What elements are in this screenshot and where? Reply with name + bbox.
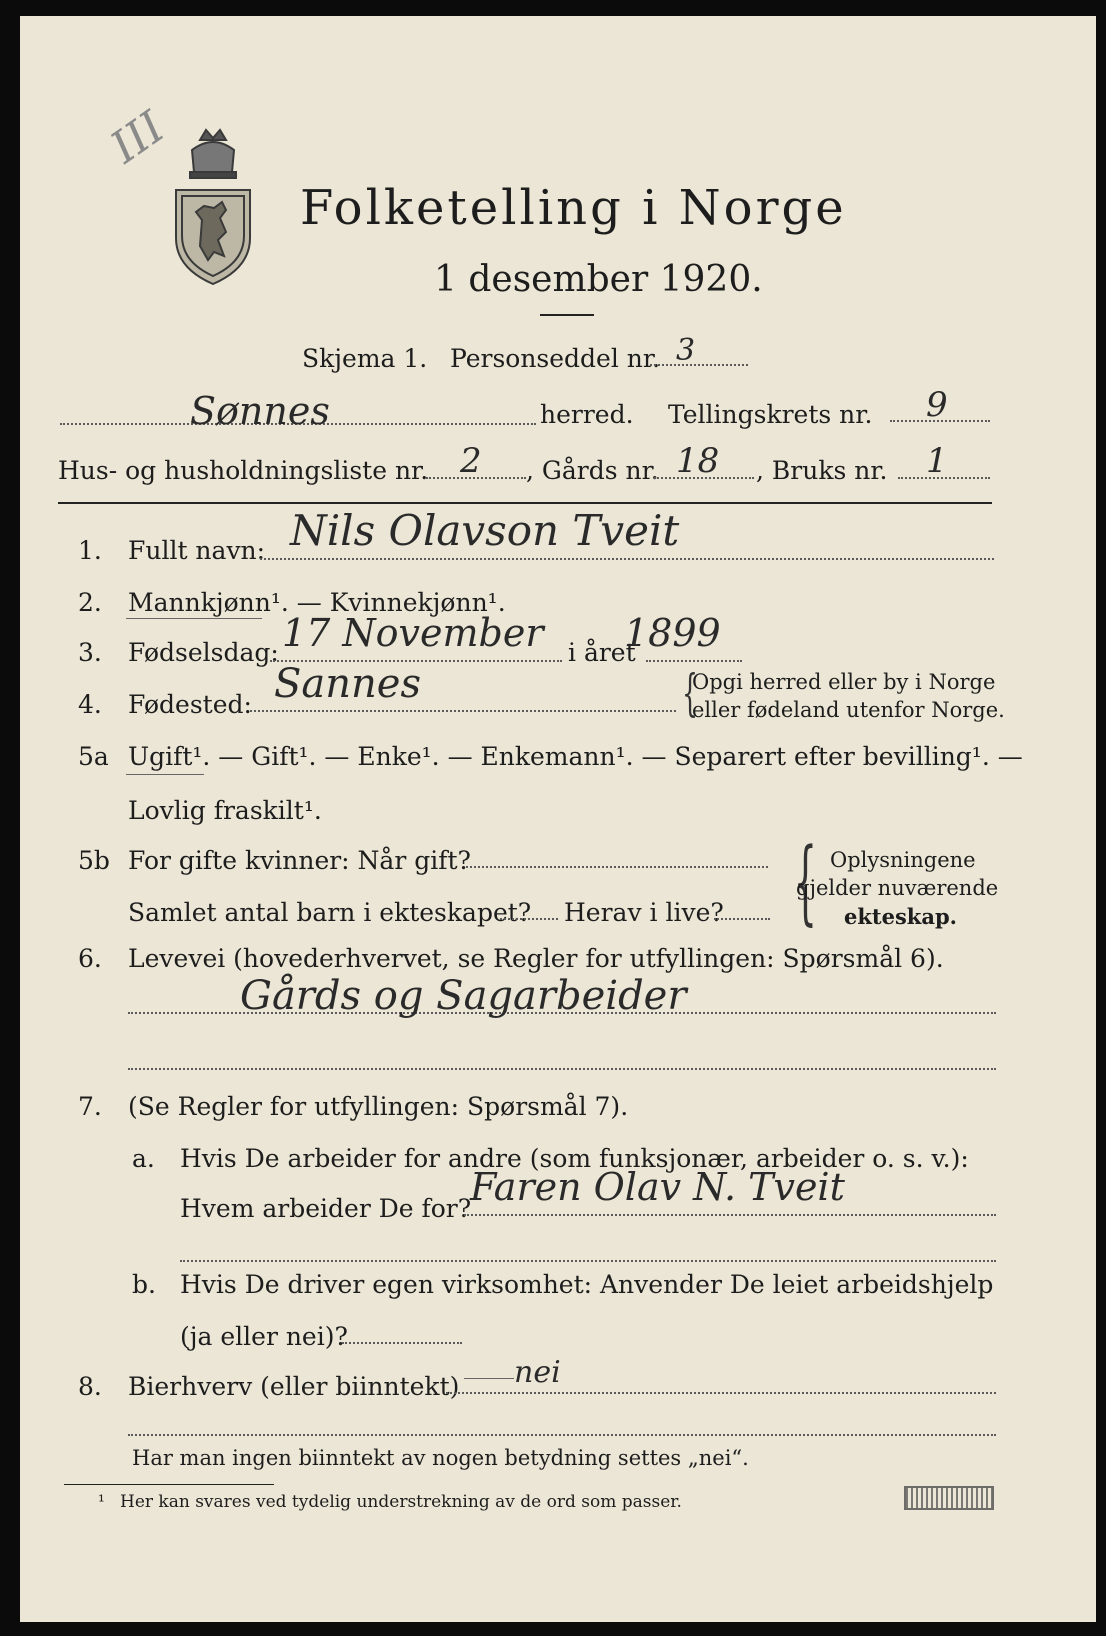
gards-value[interactable]: 18 [676,441,720,481]
q1-value[interactable]: Nils Olavson Tveit [290,506,680,555]
q3-label: Fødselsdag: [128,638,279,667]
q8-label: Bierhverv (eller biinntekt) [128,1372,460,1401]
bruks-value[interactable]: 1 [926,441,948,481]
footnote-divider [64,1484,274,1485]
footer-note: Har man ingen biinntekt av nogen betydning settes „nei“. [132,1446,749,1470]
q6-line2 [128,1068,996,1070]
coat-of-arms-icon [170,128,256,288]
page-title: Folketelling i Norge [300,180,847,236]
personseddel-line [650,364,748,366]
q5b-note-line2: gjelder nuværende [796,876,999,900]
q7b-line [342,1342,462,1344]
q4-label: Fødested: [128,690,252,719]
q5b-nar-gift-line [466,866,768,868]
tellingskrets-label: Tellingskrets nr. [668,400,873,429]
q4-note-line2: eller fødeland utenfor Norge. [692,698,1005,722]
q5b-line1: For gifte kvinner: Når gift? [128,846,471,875]
q7-number: 7. [78,1092,102,1121]
hus-value[interactable]: 2 [460,441,482,481]
q7a-line1: Hvis De arbeider for andre (som funksjonær, arbeider o. s. v.): [180,1144,969,1173]
q3-number: 3. [78,638,102,667]
q7b-letter: b. [132,1270,156,1299]
printer-stamp [904,1486,994,1510]
gards-label: , Gårds nr. [526,456,659,485]
q4-value[interactable]: Sannes [274,661,421,707]
q8-line [446,1392,996,1394]
q4-line [250,710,676,712]
q5b-brace: { [793,828,817,935]
q7a-line2-extra [180,1260,996,1262]
skjema-label: Skjema 1. [302,344,428,373]
q5b-live-line [714,918,770,920]
bruks-label: , Bruks nr. [756,456,888,485]
q8-value[interactable]: nei [514,1355,561,1390]
q7b-line2: (ja eller nei)? [180,1322,348,1351]
q7-label: (Se Regler for utfyllingen: Spørsmål 7). [128,1092,629,1121]
q2-number: 2. [78,588,102,617]
q8-number: 8. [78,1372,102,1401]
q5b-line2b: Herav i live? [564,898,724,927]
q5a-number: 5a [78,742,109,771]
census-form [20,16,1096,1622]
q1-line [260,558,994,560]
personseddel-label: Personseddel nr. [450,344,661,373]
hus-label: Hus- og husholdningsliste nr. [58,456,429,485]
q6-value[interactable]: Gårds og Sagarbeider [240,973,687,1019]
q4-brace: { [681,664,698,722]
q5a-underline-ugift [126,774,204,775]
q5b-note-line3: ekteskap. [844,904,957,929]
q7a-line2: Hvem arbeider De for? [180,1194,472,1223]
q2-underline-mannkjonn [126,618,262,619]
q7a-value[interactable]: Faren Olav N. Tveit [470,1165,845,1209]
q6-label: Levevei (hovederhvervet, se Regler for utfyllingen: Spørsmål 6). [128,944,944,973]
q5a-line2: Lovlig fraskilt¹. [128,796,322,825]
q2-label: Mannkjønn¹. — Kvinnekjønn¹. [128,588,506,617]
q8-line2 [128,1434,996,1436]
q5b-note-line1: Oplysningene [830,848,976,872]
q8-dash [464,1378,514,1379]
q5a-line1: Ugift¹. — Gift¹. — Enke¹. — Enkemann¹. — Separert efter bevilling¹. — [128,742,1023,771]
footnote-mark: ¹ [98,1492,105,1512]
header-divider [58,502,992,504]
margin-mark: III [101,101,174,174]
q7a-letter: a. [132,1144,155,1173]
q4-note-line1: Opgi herred eller by i Norge [692,670,996,694]
personseddel-value[interactable]: 3 [676,333,696,368]
q3-year-line [646,660,742,662]
q3-year-label: i året [568,638,636,667]
q7b-line1: Hvis De driver egen virksomhet: Anvender De leiet arbeidshjelp [180,1270,994,1299]
q5b-antal-line [500,918,558,920]
herred-value[interactable]: Sønnes [190,389,330,433]
footnote-text: Her kan svares ved tydelig understrekning av de ord som passer. [120,1492,682,1512]
q5b-line2a: Samlet antal barn i ekteskapet? [128,898,532,927]
title-divider [540,314,594,316]
census-date: 1 desember 1920. [434,259,763,300]
q3-year-value[interactable]: 1899 [624,611,721,655]
herred-label: herred. [540,400,634,429]
q4-number: 4. [78,690,102,719]
q3-value[interactable]: 17 November [282,611,544,655]
q6-number: 6. [78,944,102,973]
q7a-line [464,1214,996,1216]
q1-number: 1. [78,536,102,565]
q1-label: Fullt navn: [128,536,266,565]
q5b-number: 5b [78,846,110,875]
tellingskrets-value[interactable]: 9 [926,385,948,425]
